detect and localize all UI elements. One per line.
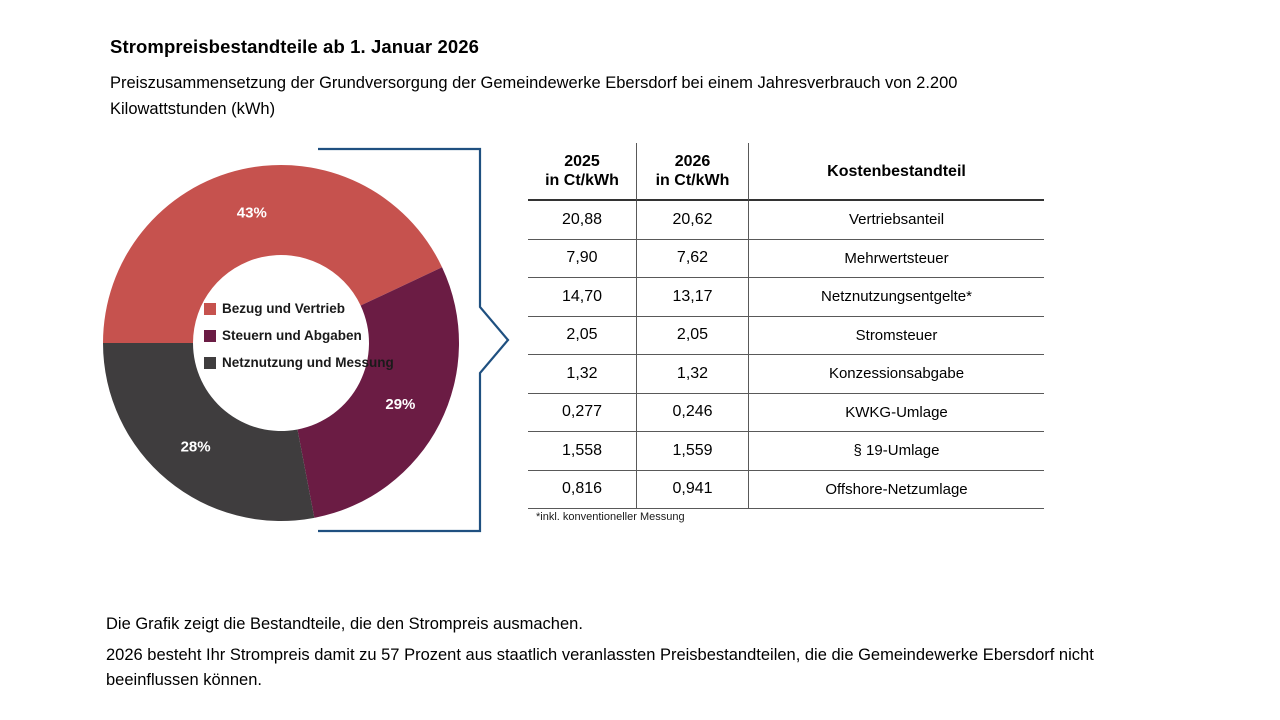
table-cell: Stromsteuer — [749, 317, 1044, 356]
donut-percentage-label: 28% — [180, 438, 211, 456]
table-footnote: *inkl. konventioneller Messung — [536, 511, 685, 523]
table-cell: 7,62 — [637, 240, 749, 279]
table-cell: 0,816 — [528, 471, 637, 510]
legend-label: Bezug und Vertrieb — [222, 301, 346, 316]
table-header-2026 — [637, 143, 749, 201]
table-cell: 14,70 — [528, 278, 637, 317]
header-line: in Ct/kWh — [655, 172, 730, 189]
table-cell: 0,246 — [637, 394, 749, 433]
header-line: 2025 — [564, 153, 600, 170]
donut-percentage-label: 43% — [236, 204, 267, 222]
table-cell: Vertriebsanteil — [749, 201, 1044, 240]
donut-percentage-label: 29% — [385, 396, 416, 414]
table-cell: Konzessionsabgabe — [749, 355, 1044, 394]
table-cell: 0,941 — [637, 471, 749, 510]
header-line: Kostenbestandteil — [827, 162, 966, 180]
page-subtitle: Preiszusammensetzung der Grundversorgung der Gemeindewerke Ebersdorf bei einem Jahresverbrauch von 2.200 Kilowattstunden (kWh) — [110, 74, 958, 118]
brace-connector-icon — [310, 140, 540, 550]
table-cell: Netznutzungsentgelte* — [749, 278, 1044, 317]
table-cell: 7,90 — [528, 240, 637, 279]
table-cell: KWKG-Umlage — [749, 394, 1044, 433]
legend-swatch-icon — [204, 303, 216, 315]
page-title: Strompreisbestandteile ab 1. Januar 2026 — [110, 36, 480, 57]
table-cell: 1,32 — [637, 355, 749, 394]
table-cell: Offshore-Netzumlage — [749, 471, 1044, 510]
table-cell: 1,559 — [637, 432, 749, 471]
legend-label: Steuern und Abgaben — [222, 328, 362, 343]
table-cell: 0,277 — [528, 394, 637, 433]
table-header-kostenbestandteil — [749, 143, 1044, 201]
table-cell: 2,05 — [528, 317, 637, 356]
table-cell: 13,17 — [637, 278, 749, 317]
header-line: in Ct/kWh — [545, 172, 619, 189]
table-header-2025 — [528, 143, 637, 201]
header-line: 2026 — [674, 153, 711, 170]
legend-swatch-icon — [204, 357, 216, 369]
legend-label: Netznutzung und Messung — [222, 355, 394, 370]
table-cell: Mehrwertsteuer — [749, 240, 1044, 279]
table-cell: 2,05 — [637, 317, 749, 356]
caption-line-1: Die Grafik zeigt die Bestandteile, die den Strompreis ausmachen. — [106, 615, 583, 633]
table-cell: 20,62 — [637, 201, 749, 240]
price-table — [528, 143, 1044, 509]
caption-line-2: 2026 besteht Ihr Strompreis damit zu 57 Prozent aus staatlich veranlassten Preisbestandteilen, die die Gemeindewerke Ebersdorf nicht beeinflussen können. — [106, 646, 1094, 689]
legend-swatch-icon — [204, 330, 216, 342]
table-cell: § 19-Umlage — [749, 432, 1044, 471]
table-cell: 1,32 — [528, 355, 637, 394]
table-cell: 1,558 — [528, 432, 637, 471]
table-cell: 20,88 — [528, 201, 637, 240]
